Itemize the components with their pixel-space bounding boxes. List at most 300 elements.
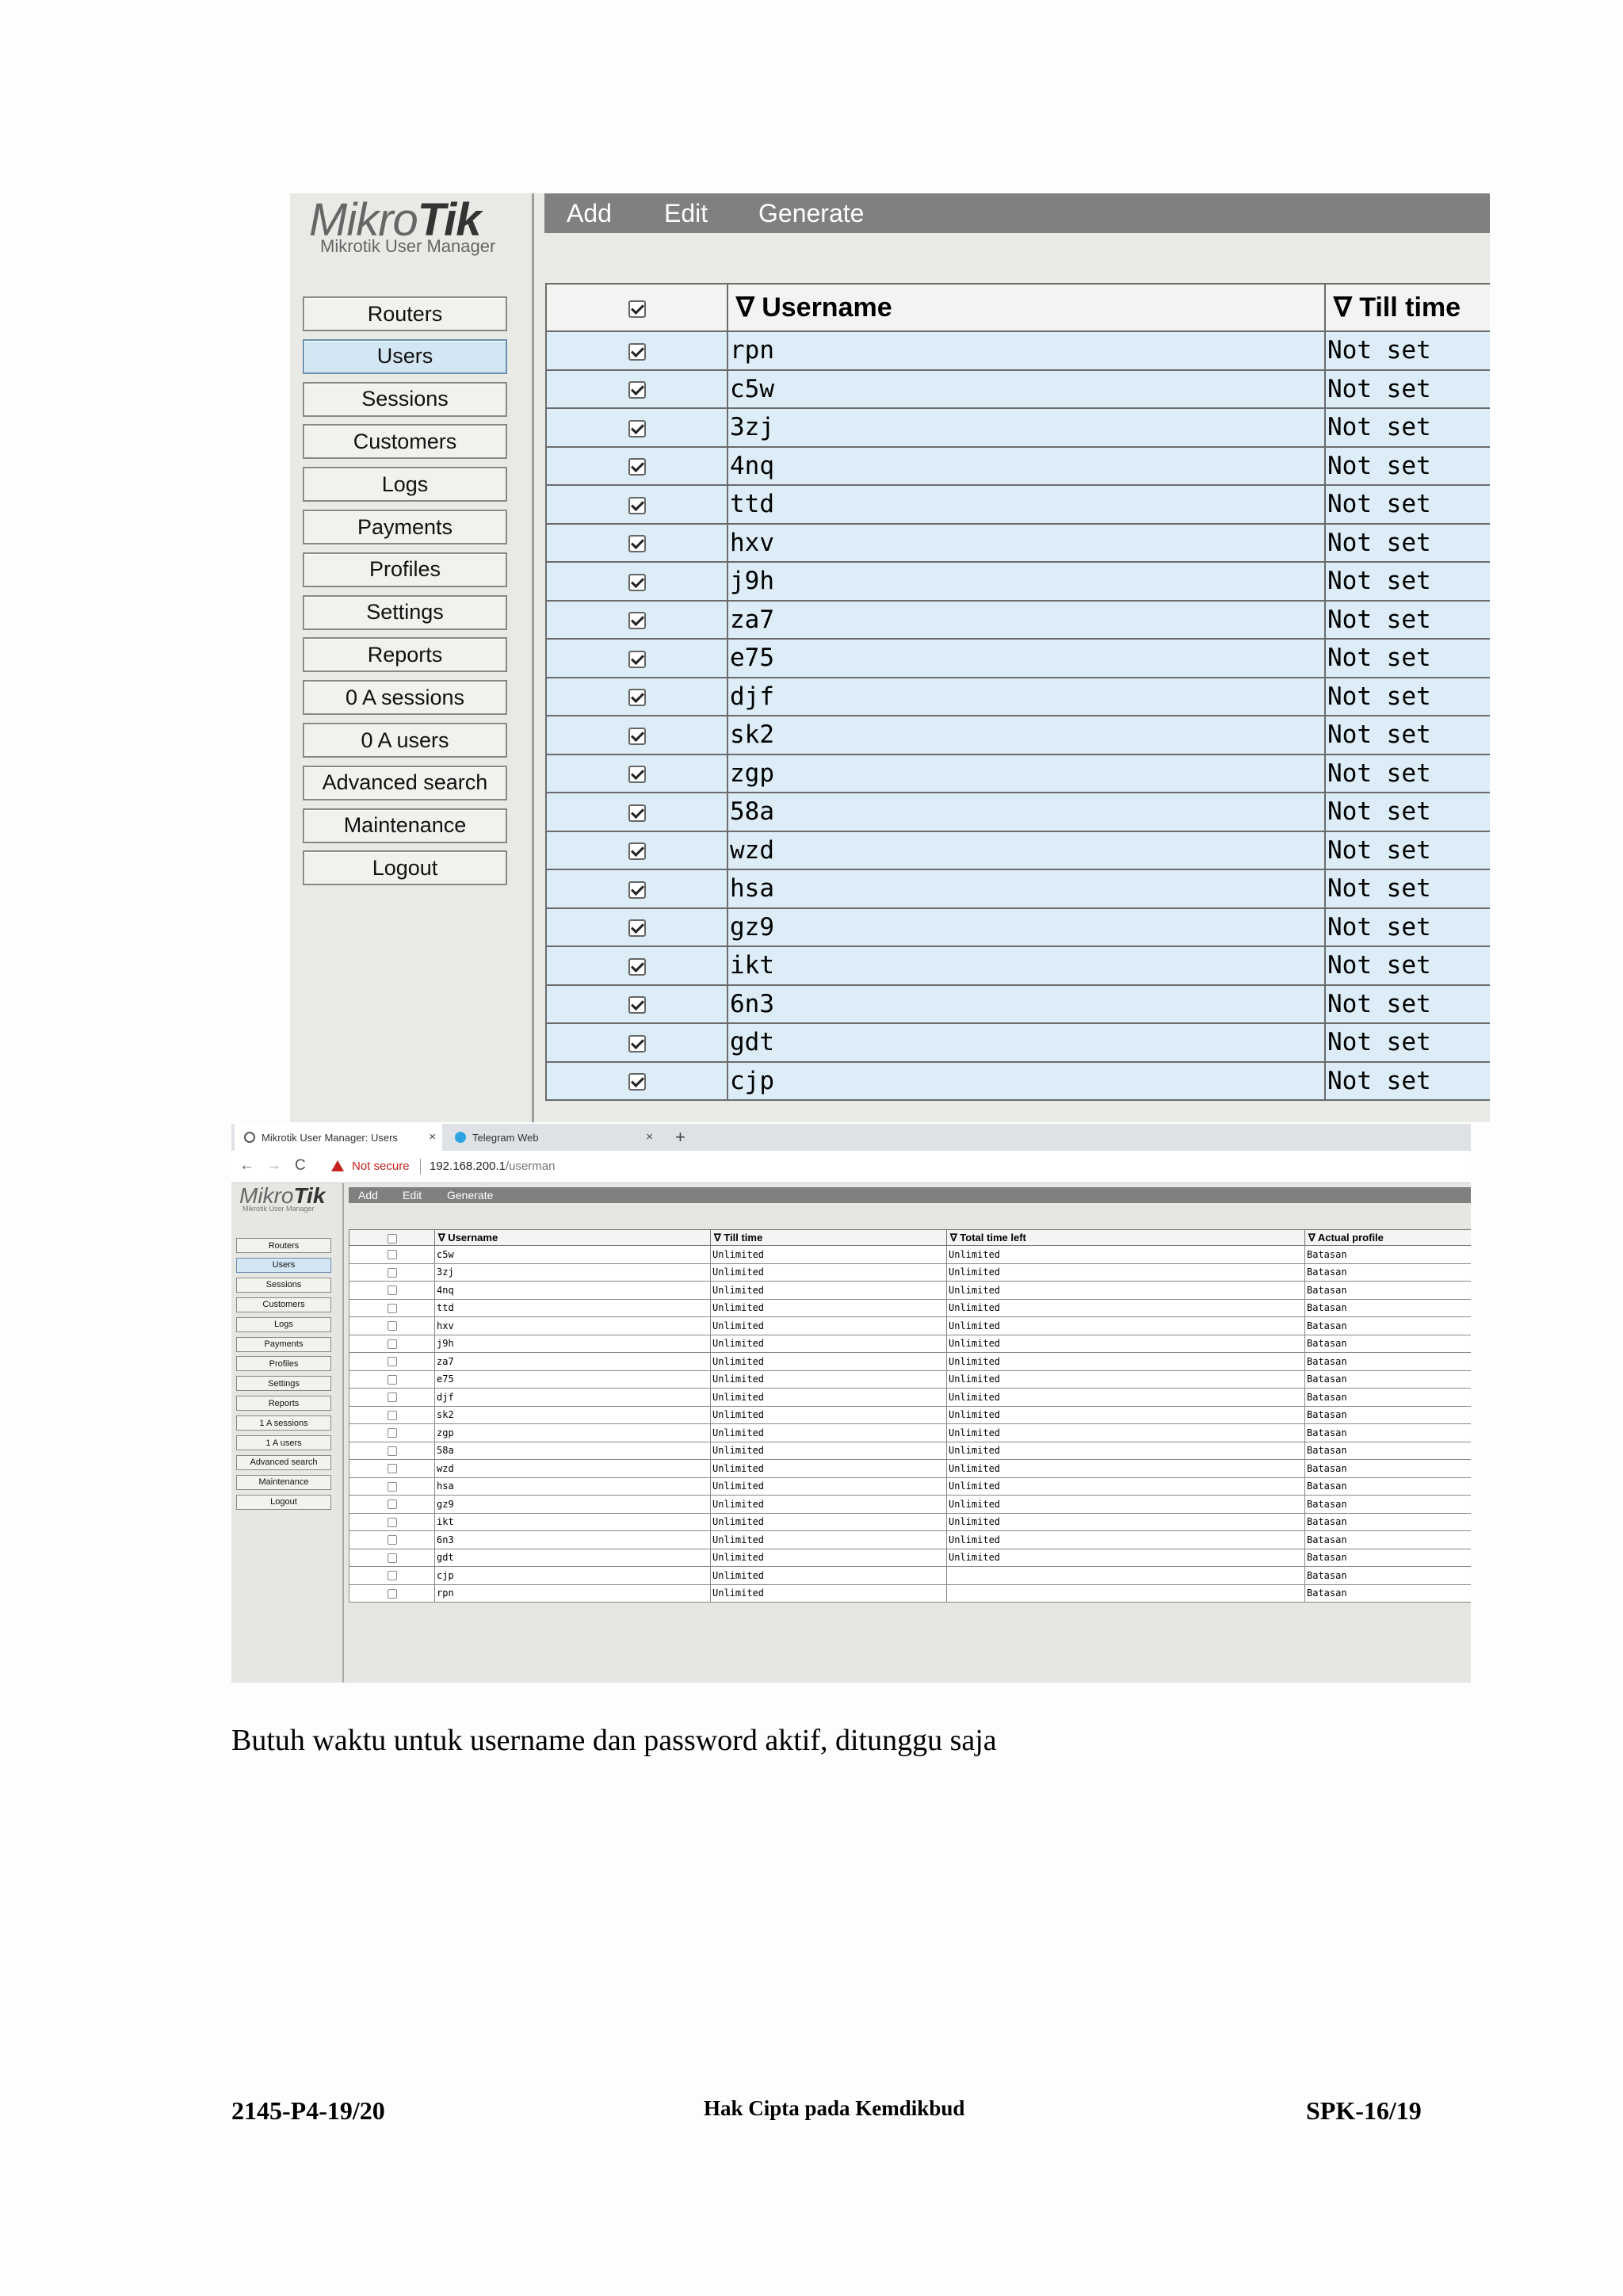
row-select-cell bbox=[349, 1442, 435, 1460]
row-checkbox[interactable] bbox=[628, 996, 646, 1014]
row-select-cell bbox=[546, 331, 727, 370]
till-time-cell: Unlimited bbox=[711, 1460, 947, 1478]
table-row[interactable] bbox=[349, 1406, 1472, 1424]
row-checkbox[interactable] bbox=[628, 420, 646, 437]
username-cell[interactable]: gz9 bbox=[727, 908, 1325, 947]
row-select-cell bbox=[349, 1513, 435, 1531]
table-row[interactable] bbox=[349, 1584, 1472, 1603]
table-row[interactable] bbox=[546, 524, 1490, 563]
row-select-cell bbox=[349, 1460, 435, 1478]
username-cell[interactable]: ttd bbox=[435, 1299, 711, 1317]
row-checkbox[interactable] bbox=[388, 1375, 397, 1385]
table-row[interactable] bbox=[546, 831, 1490, 870]
row-checkbox[interactable] bbox=[388, 1339, 397, 1349]
globe-icon bbox=[244, 1132, 255, 1143]
actual-profile-cell: Batasan bbox=[1305, 1531, 1472, 1549]
table-row[interactable] bbox=[349, 1460, 1472, 1478]
total-time-left-cell bbox=[947, 1584, 1305, 1603]
footer-page-number: SPK-16/19 bbox=[1306, 2096, 1422, 2125]
username-cell[interactable]: j9h bbox=[435, 1335, 711, 1353]
mikrotik-logo: MikroTik bbox=[309, 194, 481, 246]
sidebar-item-maintenance[interactable]: Maintenance bbox=[236, 1475, 331, 1490]
generate-button[interactable]: Generate bbox=[447, 1189, 494, 1201]
users-table bbox=[545, 283, 1490, 1101]
till-time-cell: Unlimited bbox=[711, 1353, 947, 1371]
mikrotik-logo: MikroTik bbox=[239, 1183, 326, 1208]
user-manager-app bbox=[231, 1183, 1471, 1683]
table-row[interactable] bbox=[546, 601, 1490, 640]
total-time-left-cell: Unlimited bbox=[947, 1531, 1305, 1549]
row-checkbox[interactable] bbox=[628, 458, 646, 476]
column-username[interactable]: ∇ Username bbox=[727, 284, 1325, 331]
username-cell[interactable]: hxv bbox=[435, 1317, 711, 1335]
table-row[interactable] bbox=[349, 1282, 1472, 1300]
row-checkbox[interactable] bbox=[388, 1464, 397, 1473]
table-row[interactable] bbox=[349, 1317, 1472, 1335]
username-cell[interactable]: wzd bbox=[727, 831, 1325, 870]
till-time-cell: Not set bbox=[1325, 601, 1490, 640]
sidebar-item-sessions[interactable]: Sessions bbox=[303, 382, 507, 417]
actual-profile-cell: Batasan bbox=[1305, 1353, 1472, 1371]
till-time-cell: Not set bbox=[1325, 331, 1490, 370]
till-time-cell: Unlimited bbox=[711, 1531, 947, 1549]
table-row[interactable] bbox=[349, 1263, 1472, 1282]
total-time-left-cell: Unlimited bbox=[947, 1477, 1305, 1496]
username-cell[interactable]: 6n3 bbox=[727, 985, 1325, 1024]
row-checkbox[interactable] bbox=[388, 1321, 397, 1331]
total-time-left-cell: Unlimited bbox=[947, 1246, 1305, 1264]
row-select-cell bbox=[349, 1370, 435, 1389]
row-checkbox[interactable] bbox=[388, 1428, 397, 1438]
table-row[interactable] bbox=[349, 1370, 1472, 1389]
till-time-cell: Unlimited bbox=[711, 1370, 947, 1389]
tab-user-manager[interactable] bbox=[235, 1124, 442, 1151]
username-cell[interactable]: j9h bbox=[727, 562, 1325, 601]
actual-profile-cell: Batasan bbox=[1305, 1317, 1472, 1335]
row-checkbox[interactable] bbox=[388, 1535, 397, 1545]
table-row[interactable] bbox=[546, 985, 1490, 1024]
back-icon[interactable]: ← bbox=[239, 1157, 254, 1174]
sidebar-item-customers[interactable]: Customers bbox=[236, 1297, 331, 1312]
row-select-cell bbox=[546, 485, 727, 524]
column-username[interactable]: ∇ Username bbox=[435, 1230, 711, 1246]
row-checkbox[interactable] bbox=[628, 1073, 646, 1091]
username-cell[interactable]: c5w bbox=[727, 370, 1325, 409]
close-tab-icon[interactable]: × bbox=[646, 1130, 653, 1144]
column-actual-profile[interactable]: ∇ Actual profile bbox=[1305, 1230, 1472, 1246]
total-time-left-cell bbox=[947, 1567, 1305, 1585]
table-row[interactable] bbox=[546, 793, 1490, 831]
table-row[interactable] bbox=[546, 678, 1490, 716]
table-row[interactable] bbox=[349, 1335, 1472, 1353]
row-checkbox[interactable] bbox=[628, 651, 646, 668]
total-time-left-cell: Unlimited bbox=[947, 1513, 1305, 1531]
actual-profile-cell: Batasan bbox=[1305, 1389, 1472, 1407]
sidebar-item-logout[interactable]: Logout bbox=[236, 1495, 331, 1510]
row-select-cell bbox=[349, 1549, 435, 1567]
telegram-icon bbox=[455, 1132, 466, 1143]
column-till-time[interactable]: ∇ Till time bbox=[1325, 284, 1490, 331]
sidebar-item-advanced-search[interactable]: Advanced search bbox=[303, 766, 507, 800]
row-select-cell bbox=[349, 1317, 435, 1335]
username-cell[interactable]: gz9 bbox=[435, 1496, 711, 1514]
till-time-cell: Not set bbox=[1325, 716, 1490, 755]
table-row[interactable] bbox=[546, 946, 1490, 985]
total-time-left-cell: Unlimited bbox=[947, 1549, 1305, 1567]
till-time-cell: Unlimited bbox=[711, 1549, 947, 1567]
sidebar bbox=[231, 1183, 344, 1683]
sidebar-item-users[interactable]: Users bbox=[303, 339, 507, 374]
row-select-cell bbox=[349, 1246, 435, 1264]
row-select-cell bbox=[349, 1299, 435, 1317]
actual-profile-cell: Batasan bbox=[1305, 1246, 1472, 1264]
sidebar-item-routers[interactable]: Routers bbox=[236, 1238, 331, 1253]
row-select-cell bbox=[349, 1282, 435, 1300]
sidebar-item-logs[interactable]: Logs bbox=[236, 1317, 331, 1332]
actual-profile-cell: Batasan bbox=[1305, 1477, 1472, 1496]
table-row[interactable] bbox=[349, 1549, 1472, 1567]
till-time-cell: Not set bbox=[1325, 1062, 1490, 1101]
sidebar-item-advanced-search[interactable]: Advanced search bbox=[236, 1455, 331, 1470]
table-row[interactable] bbox=[349, 1442, 1472, 1460]
table-row[interactable] bbox=[546, 485, 1490, 524]
table-row[interactable] bbox=[546, 755, 1490, 793]
row-checkbox[interactable] bbox=[388, 1518, 397, 1527]
table-row[interactable] bbox=[349, 1299, 1472, 1317]
row-checkbox[interactable] bbox=[628, 381, 646, 399]
table-row[interactable] bbox=[546, 869, 1490, 908]
tab-title: Mikrotik User Manager: Users bbox=[262, 1131, 398, 1144]
row-select-cell bbox=[546, 869, 727, 908]
table-row[interactable] bbox=[546, 408, 1490, 447]
sidebar-item-settings[interactable]: Settings bbox=[236, 1376, 331, 1391]
row-select-cell bbox=[349, 1567, 435, 1585]
sidebar bbox=[290, 193, 534, 1122]
username-cell[interactable]: sk2 bbox=[435, 1406, 711, 1424]
table-row[interactable] bbox=[349, 1477, 1472, 1496]
row-select-cell bbox=[546, 716, 727, 755]
sidebar-item-0-a-sessions[interactable]: 0 A sessions bbox=[303, 680, 507, 715]
table-row[interactable] bbox=[546, 562, 1490, 601]
table-row[interactable] bbox=[546, 447, 1490, 486]
row-checkbox[interactable] bbox=[388, 1357, 397, 1366]
row-select-cell bbox=[349, 1263, 435, 1282]
till-time-cell: Unlimited bbox=[711, 1567, 947, 1585]
row-select-cell bbox=[546, 370, 727, 409]
username-cell[interactable]: wzd bbox=[435, 1460, 711, 1478]
username-cell[interactable]: ikt bbox=[727, 946, 1325, 985]
username-cell[interactable]: za7 bbox=[435, 1353, 711, 1371]
row-select-cell bbox=[546, 601, 727, 640]
username-cell[interactable]: ikt bbox=[435, 1513, 711, 1531]
till-time-cell: Not set bbox=[1325, 985, 1490, 1024]
row-checkbox[interactable] bbox=[628, 728, 646, 745]
select-all-checkbox[interactable] bbox=[388, 1234, 397, 1244]
row-checkbox[interactable] bbox=[628, 1035, 646, 1052]
sidebar-item-payments[interactable]: Payments bbox=[236, 1337, 331, 1352]
username-cell[interactable]: cjp bbox=[727, 1062, 1325, 1101]
user-manager-zoomed-screenshot bbox=[290, 193, 1490, 1122]
till-time-cell: Not set bbox=[1325, 1023, 1490, 1062]
row-select-cell bbox=[349, 1389, 435, 1407]
table-row[interactable] bbox=[349, 1389, 1472, 1407]
column-total-time-left[interactable]: ∇ Total time left bbox=[947, 1230, 1305, 1246]
add-button[interactable]: Add bbox=[358, 1189, 378, 1201]
row-checkbox[interactable] bbox=[388, 1268, 397, 1278]
username-cell[interactable]: gdt bbox=[727, 1023, 1325, 1062]
row-select-cell bbox=[546, 755, 727, 793]
total-time-left-cell: Unlimited bbox=[947, 1406, 1305, 1424]
warning-icon bbox=[331, 1160, 344, 1171]
browser-tab-bar bbox=[231, 1124, 1471, 1151]
table-row[interactable] bbox=[349, 1424, 1472, 1442]
username-cell[interactable]: za7 bbox=[727, 601, 1325, 640]
username-cell[interactable]: 58a bbox=[727, 793, 1325, 831]
total-time-left-cell: Unlimited bbox=[947, 1389, 1305, 1407]
actual-profile-cell: Batasan bbox=[1305, 1263, 1472, 1282]
row-checkbox[interactable] bbox=[628, 804, 646, 822]
row-checkbox[interactable] bbox=[628, 343, 646, 361]
table-row[interactable] bbox=[546, 370, 1490, 409]
till-time-cell: Unlimited bbox=[711, 1424, 947, 1442]
till-time-cell: Unlimited bbox=[711, 1317, 947, 1335]
username-cell[interactable]: 6n3 bbox=[435, 1531, 711, 1549]
sidebar-item-settings[interactable]: Settings bbox=[303, 595, 507, 630]
till-time-cell: Not set bbox=[1325, 485, 1490, 524]
till-time-cell: Unlimited bbox=[711, 1442, 947, 1460]
table-row[interactable] bbox=[546, 1062, 1490, 1101]
till-time-cell: Unlimited bbox=[711, 1584, 947, 1603]
username-cell[interactable]: djf bbox=[435, 1389, 711, 1407]
actual-profile-cell: Batasan bbox=[1305, 1513, 1472, 1531]
total-time-left-cell: Unlimited bbox=[947, 1299, 1305, 1317]
close-tab-icon[interactable]: × bbox=[429, 1130, 436, 1144]
row-checkbox[interactable] bbox=[628, 689, 646, 706]
total-time-left-cell: Unlimited bbox=[947, 1353, 1305, 1371]
tab-title: Telegram Web bbox=[472, 1131, 539, 1144]
till-time-cell: Not set bbox=[1325, 793, 1490, 831]
row-select-cell bbox=[349, 1496, 435, 1514]
row-checkbox[interactable] bbox=[628, 497, 646, 514]
username-cell[interactable]: rpn bbox=[435, 1584, 711, 1603]
new-tab-button[interactable]: + bbox=[675, 1127, 685, 1147]
username-cell[interactable]: hxv bbox=[727, 524, 1325, 563]
edit-button[interactable]: Edit bbox=[403, 1189, 422, 1201]
browser-screenshot bbox=[231, 1124, 1471, 1683]
row-checkbox[interactable] bbox=[388, 1304, 397, 1313]
till-time-cell: Unlimited bbox=[711, 1389, 947, 1407]
row-checkbox[interactable] bbox=[628, 535, 646, 552]
table-row[interactable] bbox=[349, 1496, 1472, 1514]
till-time-cell: Not set bbox=[1325, 639, 1490, 678]
row-checkbox[interactable] bbox=[388, 1286, 397, 1295]
generate-button[interactable]: Generate bbox=[758, 199, 865, 227]
actual-profile-cell: Batasan bbox=[1305, 1282, 1472, 1300]
actual-profile-cell: Batasan bbox=[1305, 1370, 1472, 1389]
row-checkbox[interactable] bbox=[388, 1571, 397, 1580]
username-cell[interactable]: 4nq bbox=[435, 1282, 711, 1300]
row-checkbox[interactable] bbox=[388, 1499, 397, 1509]
footer-document-code: 2145-P4-19/20 bbox=[231, 2096, 385, 2125]
table-row[interactable] bbox=[349, 1567, 1472, 1585]
row-checkbox[interactable] bbox=[388, 1589, 397, 1599]
table-row[interactable] bbox=[546, 716, 1490, 755]
row-select-cell bbox=[349, 1424, 435, 1442]
username-cell[interactable]: 3zj bbox=[727, 408, 1325, 447]
actual-profile-cell: Batasan bbox=[1305, 1442, 1472, 1460]
actual-profile-cell: Batasan bbox=[1305, 1496, 1472, 1514]
total-time-left-cell: Unlimited bbox=[947, 1424, 1305, 1442]
total-time-left-cell: Unlimited bbox=[947, 1317, 1305, 1335]
till-time-cell: Not set bbox=[1325, 908, 1490, 947]
actual-profile-cell: Batasan bbox=[1305, 1406, 1472, 1424]
username-cell[interactable]: cjp bbox=[435, 1567, 711, 1585]
row-select-cell bbox=[349, 1335, 435, 1353]
username-cell[interactable]: hsa bbox=[435, 1477, 711, 1496]
actual-profile-cell: Batasan bbox=[1305, 1584, 1472, 1603]
row-select-cell bbox=[546, 447, 727, 486]
row-select-cell bbox=[546, 524, 727, 563]
divider bbox=[420, 1159, 421, 1175]
till-time-cell: Unlimited bbox=[711, 1335, 947, 1353]
username-cell[interactable]: c5w bbox=[435, 1246, 711, 1264]
till-time-cell: Unlimited bbox=[711, 1299, 947, 1317]
till-time-cell: Not set bbox=[1325, 946, 1490, 985]
actual-profile-cell: Batasan bbox=[1305, 1424, 1472, 1442]
till-time-cell: Unlimited bbox=[711, 1477, 947, 1496]
sidebar-item-logs[interactable]: Logs bbox=[303, 467, 507, 502]
total-time-left-cell: Unlimited bbox=[947, 1335, 1305, 1353]
table-header bbox=[349, 1230, 1472, 1246]
till-time-cell: Not set bbox=[1325, 447, 1490, 486]
edit-button[interactable]: Edit bbox=[664, 199, 708, 227]
till-time-cell: Unlimited bbox=[711, 1513, 947, 1531]
till-time-cell: Not set bbox=[1325, 408, 1490, 447]
row-checkbox[interactable] bbox=[628, 766, 646, 783]
sidebar-item-payments[interactable]: Payments bbox=[303, 510, 507, 544]
sidebar-item-1-a-users[interactable]: 1 A users bbox=[236, 1435, 331, 1450]
username-cell[interactable]: rpn bbox=[727, 331, 1325, 370]
username-cell[interactable]: zgp bbox=[435, 1424, 711, 1442]
url-input[interactable]: 192.168.200.1/userman bbox=[430, 1159, 556, 1173]
row-checkbox[interactable] bbox=[628, 881, 646, 899]
username-cell[interactable]: zgp bbox=[727, 755, 1325, 793]
sidebar-item-sessions[interactable]: Sessions bbox=[236, 1278, 331, 1293]
logo-subtitle: Mikrotik User Manager bbox=[242, 1205, 315, 1213]
till-time-cell: Not set bbox=[1325, 755, 1490, 793]
row-checkbox[interactable] bbox=[628, 958, 646, 976]
username-cell[interactable]: sk2 bbox=[727, 716, 1325, 755]
row-select-cell bbox=[546, 408, 727, 447]
table-row[interactable] bbox=[546, 908, 1490, 947]
sidebar-item-reports[interactable]: Reports bbox=[303, 637, 507, 672]
username-cell[interactable]: gdt bbox=[435, 1549, 711, 1567]
row-select-cell bbox=[546, 678, 727, 716]
sidebar-item-maintenance[interactable]: Maintenance bbox=[303, 808, 507, 843]
toolbar bbox=[544, 193, 1490, 233]
sidebar-item-users[interactable]: Users bbox=[236, 1258, 331, 1273]
reload-icon[interactable]: C bbox=[295, 1157, 306, 1174]
row-checkbox[interactable] bbox=[628, 574, 646, 591]
footer-mark: . bbox=[349, 1675, 352, 1683]
forward-icon[interactable]: → bbox=[266, 1157, 281, 1174]
row-checkbox[interactable] bbox=[388, 1411, 397, 1420]
actual-profile-cell: Batasan bbox=[1305, 1567, 1472, 1585]
row-select-cell bbox=[349, 1406, 435, 1424]
username-cell[interactable]: 3zj bbox=[435, 1263, 711, 1282]
caption-text: Butuh waktu untuk username dan password aktif, ditunggu saja bbox=[231, 1724, 997, 1757]
sidebar-item-logout[interactable]: Logout bbox=[303, 850, 507, 885]
sidebar-item-profiles[interactable]: Profiles bbox=[303, 552, 507, 587]
username-cell[interactable]: djf bbox=[727, 678, 1325, 716]
add-button[interactable]: Add bbox=[567, 199, 612, 227]
row-checkbox[interactable] bbox=[388, 1250, 397, 1259]
select-all-checkbox[interactable] bbox=[628, 300, 646, 318]
total-time-left-cell: Unlimited bbox=[947, 1282, 1305, 1300]
table-row[interactable] bbox=[349, 1353, 1472, 1371]
row-select-cell bbox=[546, 1023, 727, 1062]
column-till-time[interactable]: ∇ Till time bbox=[711, 1230, 947, 1246]
row-checkbox[interactable] bbox=[628, 612, 646, 629]
row-select-cell bbox=[349, 1531, 435, 1549]
footer-copyright: Hak Cipta pada Kemdikbud bbox=[704, 2096, 965, 2120]
sidebar-item-customers[interactable]: Customers bbox=[303, 424, 507, 459]
row-checkbox[interactable] bbox=[388, 1482, 397, 1492]
tab-telegram[interactable] bbox=[445, 1124, 659, 1151]
username-cell[interactable]: 4nq bbox=[727, 447, 1325, 486]
row-checkbox[interactable] bbox=[388, 1446, 397, 1456]
total-time-left-cell: Unlimited bbox=[947, 1460, 1305, 1478]
row-select-cell bbox=[546, 1062, 727, 1101]
sidebar-item-routers[interactable]: Routers bbox=[303, 296, 507, 331]
row-select-cell bbox=[349, 1584, 435, 1603]
username-cell[interactable]: ttd bbox=[727, 485, 1325, 524]
sidebar-item-profiles[interactable]: Profiles bbox=[236, 1356, 331, 1371]
row-checkbox[interactable] bbox=[628, 842, 646, 860]
toolbar bbox=[349, 1187, 1471, 1203]
till-time-cell: Unlimited bbox=[711, 1406, 947, 1424]
username-cell[interactable]: hsa bbox=[727, 869, 1325, 908]
row-checkbox[interactable] bbox=[388, 1392, 397, 1402]
table-row[interactable] bbox=[349, 1513, 1472, 1531]
users-table bbox=[349, 1229, 1471, 1603]
table-row[interactable] bbox=[546, 639, 1490, 678]
select-all-cell bbox=[546, 284, 727, 331]
not-secure-label[interactable]: Not secure bbox=[352, 1159, 410, 1173]
sidebar-item-1-a-sessions[interactable]: 1 A sessions bbox=[236, 1415, 331, 1431]
row-select-cell bbox=[546, 562, 727, 601]
till-time-cell: Not set bbox=[1325, 562, 1490, 601]
till-time-cell: Not set bbox=[1325, 678, 1490, 716]
row-select-cell bbox=[546, 639, 727, 678]
table-row[interactable] bbox=[546, 331, 1490, 370]
row-checkbox[interactable] bbox=[628, 919, 646, 937]
username-cell[interactable]: 58a bbox=[435, 1442, 711, 1460]
row-select-cell bbox=[546, 908, 727, 947]
table-row[interactable] bbox=[349, 1531, 1472, 1549]
total-time-left-cell: Unlimited bbox=[947, 1496, 1305, 1514]
table-row[interactable] bbox=[349, 1246, 1472, 1264]
logo-subtitle: Mikrotik User Manager bbox=[320, 236, 496, 256]
sidebar-item-0-a-users[interactable]: 0 A users bbox=[303, 723, 507, 758]
table-row[interactable] bbox=[546, 1023, 1490, 1062]
row-checkbox[interactable] bbox=[388, 1553, 397, 1563]
total-time-left-cell: Unlimited bbox=[947, 1263, 1305, 1282]
username-cell[interactable]: e75 bbox=[727, 639, 1325, 678]
sidebar-item-reports[interactable]: Reports bbox=[236, 1396, 331, 1411]
username-cell[interactable]: e75 bbox=[435, 1370, 711, 1389]
till-time-cell: Unlimited bbox=[711, 1282, 947, 1300]
